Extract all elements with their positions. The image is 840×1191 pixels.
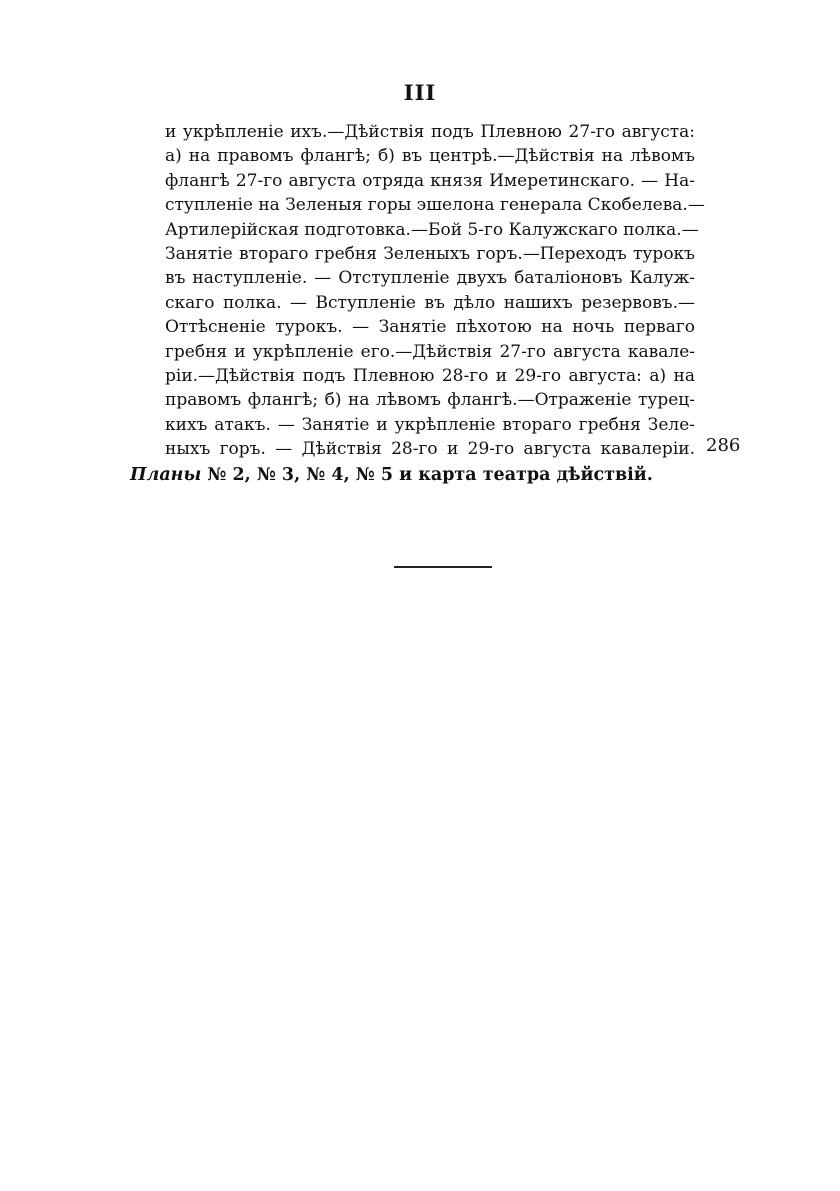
section-divider [394, 566, 492, 568]
toc-line: а) на правомъ флангѣ; б) въ центрѣ.—Дѣйствія на лѣвомъ [165, 146, 695, 167]
toc-line: кихъ атакъ. — Занятіе и укрѣпленіе втораго гребня Зеле- [165, 414, 695, 435]
toc-line: флангѣ 27-го августа отряда князя Имеретинскаго. — На- [165, 170, 695, 191]
plans-label: Планы [130, 465, 202, 485]
plans-text: № 2, № 3, № 4, № 5 и карта театра дѣйствій. [201, 465, 653, 485]
toc-line: ріи.—Дѣйствія подъ Плевною 28-го и 29-го августа: а) на [165, 365, 695, 386]
toc-line: Оттѣсненіе турокъ. — Занятіе пѣхотою на ночь перваго [165, 317, 695, 338]
toc-entry [165, 120, 705, 461]
toc-line: Артилерійская подготовка.—Бой 5-го Калужскаго полка.— [165, 219, 699, 240]
toc-line: скаго полка. — Вступленіе въ дѣло нашихъ резервовъ.— [165, 292, 695, 313]
toc-line: Занятіе втораго гребня Зеленыхъ горъ.—Переходъ турокъ [165, 243, 695, 264]
plans-line [130, 463, 653, 487]
page-number: III [403, 80, 437, 105]
toc-page-reference: 286 [706, 435, 741, 456]
toc-line: и укрѣпленіе ихъ.—Дѣйствія подъ Плевною 27-го августа: [165, 122, 695, 142]
toc-line: правомъ флангѣ; б) на лѣвомъ флангѣ.—Отраженіе турец- [165, 390, 695, 411]
toc-line: въ наступленіе. — Отступленіе двухъ баталіоновъ Калуж- [165, 268, 695, 289]
toc-line: ныхъ горъ. — Дѣйствія 28-го и 29-го августа кавалеріи. [165, 439, 695, 460]
toc-line: ступленіе на Зеленыя горы эшелона генерала Скобелева.— [165, 195, 705, 216]
toc-line: гребня и укрѣпленіе его.—Дѣйствія 27-го августа кавале- [165, 341, 695, 362]
